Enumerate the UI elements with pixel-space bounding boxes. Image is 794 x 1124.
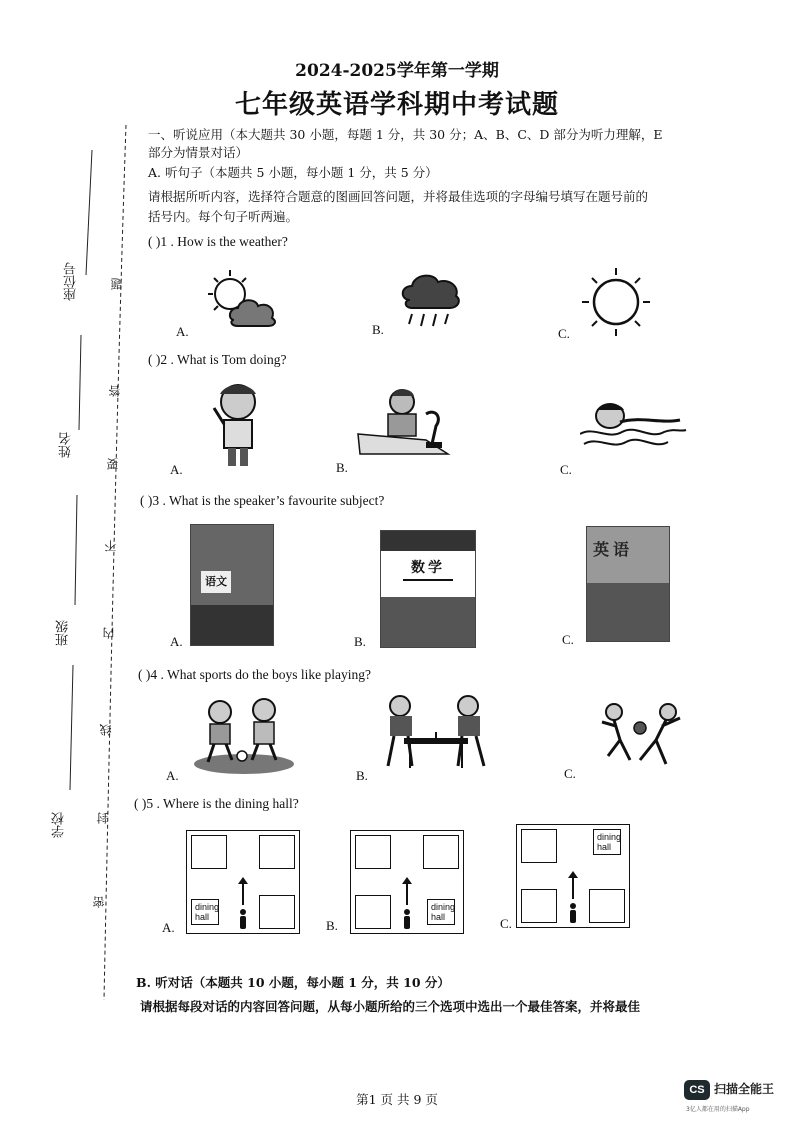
- option-c-label: C.: [560, 462, 572, 477]
- partB-title: B. 听对话（本题共 10 小题，每小题 1 分，共 10 分）: [136, 975, 450, 990]
- question-1: [148, 234, 288, 250]
- dining-hall-label: dining hall: [427, 899, 455, 925]
- rain-cloud-icon: [398, 270, 464, 332]
- arrow-up-icon: [406, 883, 408, 905]
- exam-title: 七年级英语学科期中考试题: [234, 90, 559, 120]
- arrow-up-icon: [242, 883, 244, 905]
- option-b-label: B.: [372, 322, 384, 337]
- math-textbook-image: [380, 530, 476, 648]
- answer-bracket[interactable]: ( )2 .: [148, 352, 174, 367]
- option-a-label: A.: [170, 462, 183, 477]
- watermark-subtitle: 3亿人都在用的扫描App: [686, 1106, 750, 1113]
- answer-bracket[interactable]: ( )1 .: [148, 234, 174, 249]
- option-a-label: A.: [170, 634, 183, 649]
- boy-swimming-icon: [580, 400, 688, 450]
- question-text: What is Tom doing?: [177, 352, 287, 367]
- map-option-a: [186, 830, 300, 934]
- name-label: 姓名: [59, 432, 74, 458]
- seal-char: 要: [106, 458, 120, 470]
- option-c-label: C.: [500, 916, 512, 931]
- answer-bracket[interactable]: ( )5 .: [134, 796, 160, 811]
- chinese-textbook-image: [190, 524, 274, 646]
- exam-year-term: 2024-2025学年第一学期: [295, 61, 499, 81]
- boy-studying-icon: [356, 384, 452, 456]
- seal-char: 封: [96, 812, 110, 824]
- option-a-label: A.: [166, 768, 179, 783]
- person-icon: [404, 909, 410, 915]
- map-option-b: [350, 830, 464, 934]
- sun-cloud-icon: [200, 268, 290, 330]
- partA-instruction-line2: 括号内。每个句子听两遍。: [148, 209, 299, 224]
- partB-instruction: 请根据每段对话的内容回答问题，从每小题所给的三个选项中选出一个最佳答案，并将最佳: [140, 999, 641, 1014]
- seal-char: 不: [104, 540, 118, 552]
- section1-heading-line2: 部分为情景对话）: [148, 145, 249, 160]
- partA-instruction-line1: 请根据所听内容，选择符合题意的图画回答问题，并将最佳选项的字母编号填写在题号前的: [148, 189, 649, 204]
- boy-standing-icon: [200, 380, 272, 470]
- seal-char: 内: [102, 627, 116, 639]
- school-label: 学校: [52, 812, 67, 838]
- option-c-label: C.: [562, 632, 574, 647]
- binding-lines: [0, 0, 140, 1124]
- question-3: [140, 493, 384, 509]
- partA-title: A. 听句子（本题共 5 小题，每小题 1 分，共 5 分）: [148, 165, 438, 180]
- camscanner-logo-icon: CS: [684, 1080, 710, 1100]
- english-textbook-image: [586, 526, 670, 642]
- boys-basketball-icon: [596, 700, 688, 774]
- book-title: 数学: [411, 560, 445, 576]
- book-title: 英语: [593, 540, 634, 559]
- question-text: How is the weather?: [177, 234, 288, 249]
- seal-char: 线: [99, 724, 113, 736]
- book-title: 语文: [201, 571, 231, 593]
- option-a-label: A.: [176, 324, 189, 339]
- option-c-label: C.: [564, 766, 576, 781]
- class-label: 班级: [56, 620, 71, 646]
- option-b-label: B.: [336, 460, 348, 475]
- map-option-c: [516, 824, 630, 928]
- question-5: [134, 796, 299, 812]
- question-text: Where is the dining hall?: [163, 796, 299, 811]
- answer-bracket[interactable]: ( )3 .: [140, 493, 166, 508]
- boys-table-tennis-icon: [380, 692, 492, 772]
- arrow-up-icon: [572, 877, 574, 899]
- option-b-label: B.: [356, 768, 368, 783]
- question-text: What sports do the boys like playing?: [167, 667, 371, 682]
- watermark-name: 扫描全能王: [714, 1082, 775, 1096]
- option-b-label: B.: [326, 918, 338, 933]
- option-c-label: C.: [558, 326, 570, 341]
- sun-icon: [576, 266, 656, 338]
- dining-hall-label: dining hall: [593, 829, 621, 855]
- answer-bracket[interactable]: ( )4 .: [138, 667, 164, 682]
- boys-football-icon: [192, 694, 296, 776]
- question-text: What is the speaker’s favourite subject?: [169, 493, 385, 508]
- seal-char: 答: [108, 385, 122, 397]
- question-4: [138, 667, 371, 683]
- question-2: [148, 352, 286, 368]
- seat-number-label: 座位号: [64, 262, 79, 301]
- option-a-label: A.: [162, 920, 175, 935]
- option-b-label: B.: [354, 634, 366, 649]
- seal-char: 密: [92, 896, 106, 908]
- page-footer: 第1 页 共 9 页: [356, 1092, 438, 1107]
- person-icon: [570, 903, 576, 909]
- dining-hall-label: dining hall: [191, 899, 219, 925]
- person-icon: [240, 909, 246, 915]
- section1-heading-line1: 一、听说应用（本大题共 30 小题，每题 1 分，共 30 分；A、B、C、D 部分为听力理解，E: [148, 127, 663, 142]
- seal-char: 题: [110, 278, 124, 290]
